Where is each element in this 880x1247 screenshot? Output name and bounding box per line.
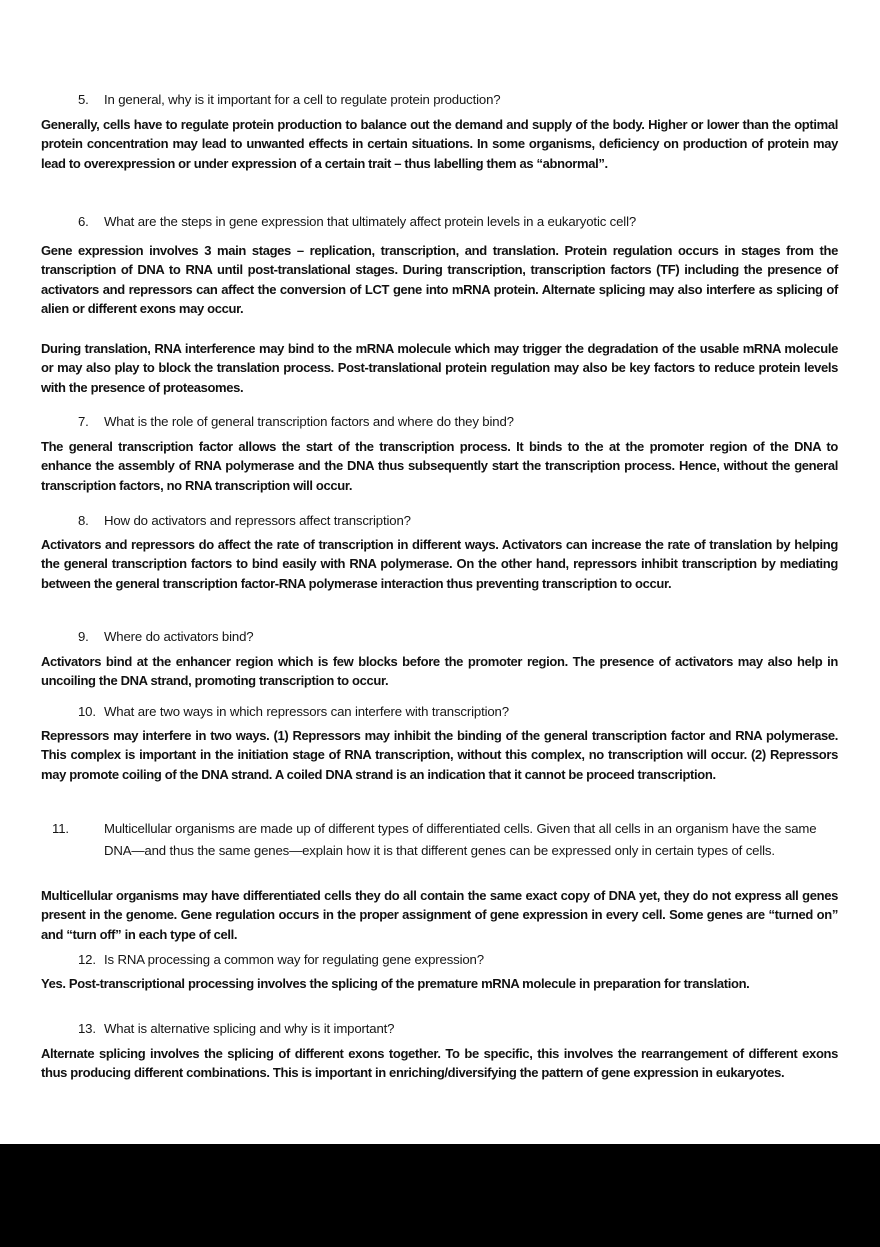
question-text: How do activators and repressors affect transcription?	[104, 513, 411, 528]
answer-10: Repressors may interfere in two ways. (1) Repressors may inhibit the binding of the general transcription factor and RNA polymerase. This complex is important in the initiation stage of RNA transcription, without this complex, no transcription will occur. (2) Repressors may promote coiling of the DNA strand. A coiled DNA strand is an indication that it cannot be proceed transcription.	[41, 728, 838, 782]
answer-8: Activators and repressors do affect the rate of transcription in different ways. Activators can increase the rate of translation by helping the general transcription factors to bind easily with RNA polymerase. On the other hand, repressors inhibit transcription by mediating between the general transcription factor-RNA polymerase interaction thus preventing transcription to occur.	[41, 537, 838, 591]
question-text: Multicellular organisms are made up of different types of differentiated cells. Given that all cells in an organism have the same DNA—and thus the same genes—explain how it is that different genes can be expressed only in certain types of cells.	[104, 821, 817, 858]
black-bottom-region	[0, 1144, 880, 1247]
question-8	[78, 511, 838, 531]
question-text: What is alternative splicing and why is it important?	[104, 1021, 395, 1036]
question-number: 9.	[78, 629, 89, 644]
question-7	[78, 412, 838, 432]
question-text: What are two ways in which repressors can interfere with transcription?	[104, 704, 509, 719]
question-text: Where do activators bind?	[104, 629, 254, 644]
question-number: 8.	[78, 513, 89, 528]
answer-6-part-1: Gene expression involves 3 main stages – replication, transcription, and translation. Protein regulation occurs in stages from the transcription of DNA to RNA until post-translational stages. During transcription, transcription factors (TF) including the presence of activators and repressors can affect the conversion of LCT gene into mRNA protein. Alternate splicing may also interfere as splicing of alien or different exons may occur.	[41, 243, 838, 317]
question-6	[78, 212, 838, 232]
question-10	[78, 702, 838, 722]
question-number: 10.	[78, 704, 96, 719]
answer-9: Activators bind at the enhancer region which is few blocks before the promoter region. The presence of activators may also help in uncoiling the DNA strand, promoting transcription to occur.	[41, 654, 838, 689]
question-number: 11.	[52, 821, 69, 836]
question-text: What is the role of general transcription factors and where do they bind?	[104, 414, 514, 429]
question-13	[78, 1019, 838, 1039]
answer-6-part-2: During translation, RNA interference may bind to the mRNA molecule which may trigger the degradation of the usable mRNA molecule or may also play to block the translation process. Post-translational protein regulation may also be key factors to reduce protein levels with the presence of proteasomes.	[41, 341, 838, 395]
question-12	[78, 950, 838, 970]
question-9	[78, 627, 838, 647]
answer-7: The general transcription factor allows the start of the transcription process. It binds to the at the promoter region of the DNA to enhance the assembly of RNA polymerase and the DNA thus subsequently start the transcription process. Hence, without the general transcription factors, no RNA transcription will occur.	[41, 439, 838, 493]
answer-12: Yes. Post-transcriptional processing involves the splicing of the premature mRNA molecule in preparation for translation.	[41, 976, 750, 991]
question-number: 12.	[78, 952, 96, 967]
question-number: 13.	[78, 1021, 96, 1036]
question-number: 6.	[78, 214, 89, 229]
question-5	[78, 90, 838, 110]
answer-13: Alternate splicing involves the splicing of different exons together. To be specific, this involves the rearrangement of different exons thus producing different combinations. This is important in enriching/diversifying the pattern of gene expression in eukaryotes.	[41, 1046, 838, 1081]
question-text: Is RNA processing a common way for regulating gene expression?	[104, 952, 484, 967]
question-text: What are the steps in gene expression that ultimately affect protein levels in a eukaryotic cell?	[104, 214, 637, 229]
question-text: In general, why is it important for a cell to regulate protein production?	[104, 92, 501, 107]
question-number: 7.	[78, 414, 89, 429]
question-11	[52, 818, 830, 861]
answer-5: Generally, cells have to regulate protein production to balance out the demand and supply of the body. Higher or lower than the optimal protein concentration may lead to unwanted effects in certain situations. In some organisms, deficiency on production of protein may lead to overexpression or under expression of a certain trait – thus labelling them as “abnormal”.	[41, 117, 838, 171]
answer-11: Multicellular organisms may have differentiated cells they do all contain the same exact copy of DNA yet, they do not express all genes present in the genome. Gene regulation occurs in the proper assignment of gene expression in every cell. Some genes are “turned on” and “turn off” in each type of cell.	[41, 888, 838, 942]
question-number: 5.	[78, 92, 89, 107]
